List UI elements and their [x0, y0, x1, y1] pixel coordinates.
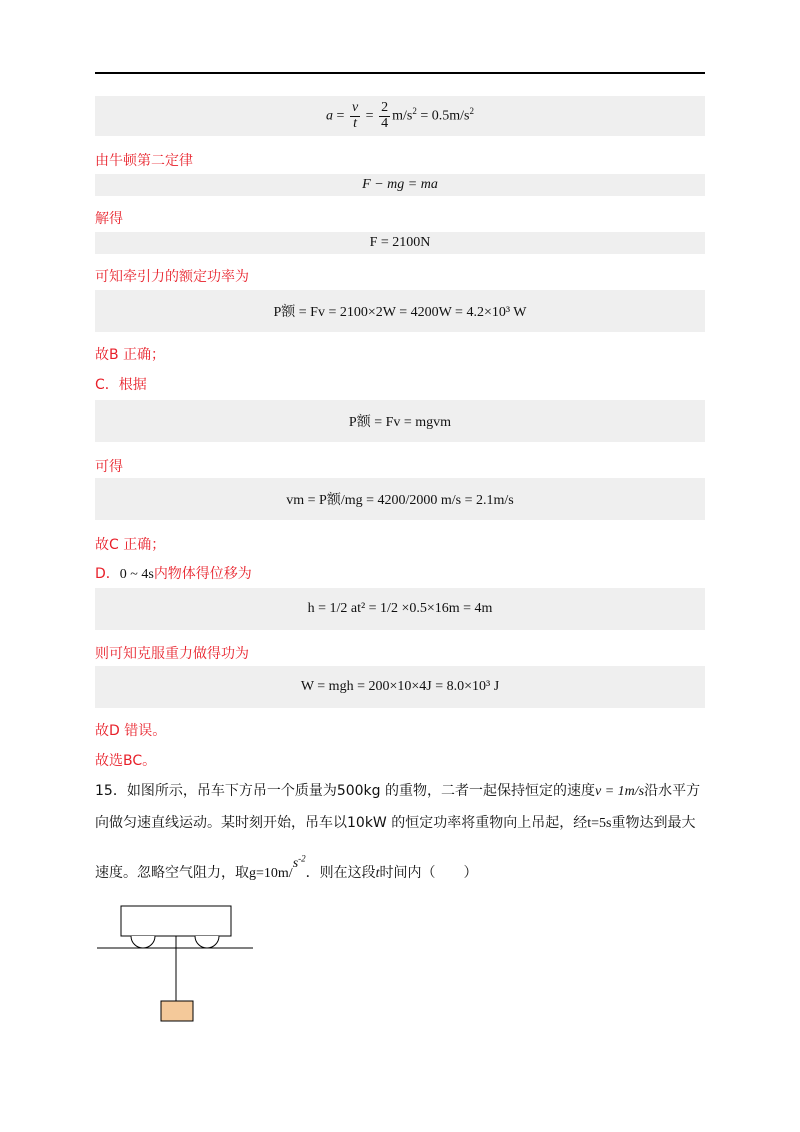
equation-power: [95, 290, 705, 332]
problem-15-text-3: 速度。忽略空气阻力，取: [95, 865, 249, 881]
crane-body: [121, 906, 231, 936]
equation-newton-text: F − mg = ma: [362, 177, 438, 192]
text-answer: 故选BC。: [95, 753, 157, 769]
equation-power-c: [95, 400, 705, 442]
equation-vm: [95, 478, 705, 520]
text-d-line: [95, 563, 252, 583]
problem-15-unit: [292, 853, 306, 871]
problem-15-unit-s: s: [292, 856, 299, 871]
equation-power-text: P额 = Fv = 2100×2W = 4200W = 4.2×10³ W: [273, 305, 527, 320]
problem-15-text-3-end: ．则在这段: [305, 865, 376, 881]
text-d-suffix: 内物体得位移为: [153, 566, 252, 582]
problem-15-t: t: [375, 866, 380, 881]
text-d-prefix: D．: [95, 566, 120, 582]
problem-15-line-1: [95, 780, 705, 800]
text-work: 则可知克服重力做得功为: [95, 646, 249, 662]
problem-15-line-2: [95, 812, 705, 832]
problem-15-text-1b: 沿水平方: [644, 783, 701, 799]
problem-15-line-3: [95, 853, 705, 882]
equation-power-c-text: P额 = Fv = mgvm: [348, 415, 452, 430]
equation-work: [95, 666, 705, 708]
equation-work-text: W = mgh = 200×10×4J = 8.0×10³ J: [300, 679, 500, 694]
equation-acceleration: [95, 96, 705, 136]
text-c-correct: 故C 正确；: [95, 537, 166, 553]
equation-height-text: h = 1/2 at² = 1/2 ×0.5×16m = 4m: [307, 601, 493, 616]
text-b-correct: 故B 正确；: [95, 347, 166, 363]
text-can-get: 可得: [95, 459, 123, 475]
problem-15-text-3-close: 时间内（ ）: [379, 865, 478, 881]
crane-diagram: [95, 900, 265, 1030]
text-newton: 由牛顿第二定律: [95, 153, 193, 169]
problem-15-text-2-end: 重物达到最大: [611, 815, 696, 831]
text-c-basis: C．根据: [95, 377, 147, 393]
header-rule: [95, 72, 705, 74]
equation-force-text: F = 2100N: [369, 235, 431, 250]
equation-vm-text: vm = P额/mg = 4200/2000 m/s = 2.1m/s: [286, 493, 514, 508]
text-solve: 解得: [95, 211, 123, 227]
crane-wheel-right: [195, 936, 219, 948]
problem-15-unit-exp: -2: [298, 853, 306, 864]
problem-15-velocity: v = 1m/s: [594, 784, 645, 799]
crane-wheel-left: [131, 936, 155, 948]
equation-height: [95, 588, 705, 630]
weight-block: [161, 1001, 193, 1021]
problem-15-text-2: 向做匀速直线运动。某时刻开始，吊车以10kW 的恒定功率将重物向上吊起，经: [95, 815, 588, 831]
equation-newton: [95, 174, 705, 196]
problem-15-time: t=5s: [587, 816, 612, 831]
text-d-wrong: 故D 错误。: [95, 723, 167, 739]
text-rated-power: 可知牵引力的额定功率为: [95, 269, 249, 285]
problem-15-g: g=10m/: [249, 866, 293, 881]
equation-acceleration-text: a = $\frac{v}{t}$ = $\frac{2}{4}$ $m/s^2 = 0.5m/s^2$: [326, 99, 474, 131]
problem-15-text-1a: 15．如图所示，吊车下方吊一个质量为500kg 的重物，二者一起保持恒定的速度: [95, 783, 595, 799]
text-d-range: 0 ~ 4s: [119, 567, 154, 582]
equation-force: [95, 232, 705, 254]
